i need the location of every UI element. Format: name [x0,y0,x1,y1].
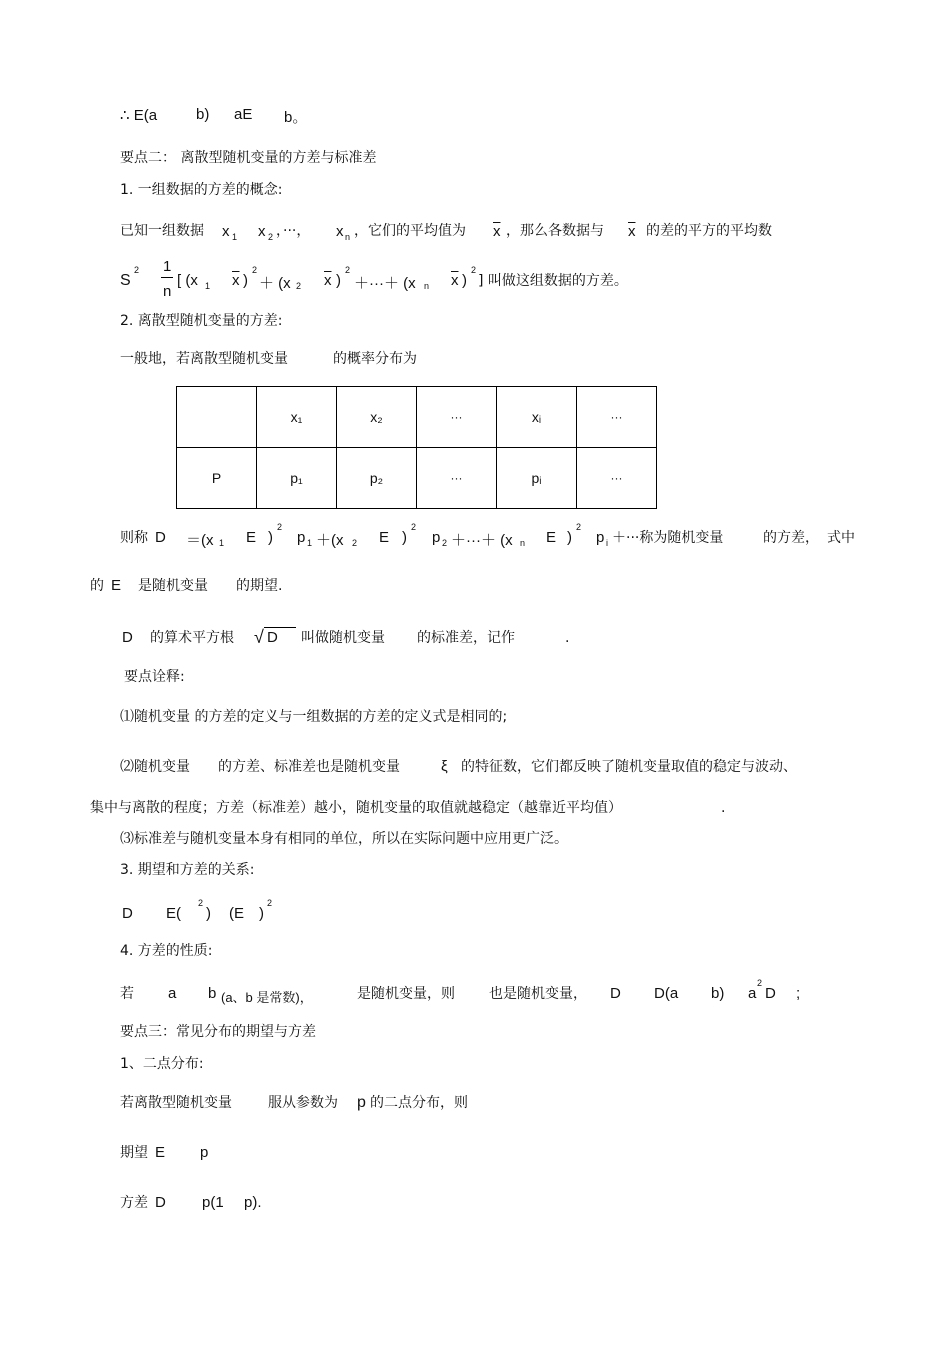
text: 的 [90,578,104,594]
mean-symbol: $\overline{x}$ [628,223,636,240]
text: ，那么各数据与 [506,223,604,239]
subscript: 1 [205,281,211,291]
table-cell: ··· [577,448,657,509]
var: D [155,1194,166,1211]
var: p [357,1094,366,1111]
var: p [596,529,605,546]
formula-part: ) [206,905,211,922]
table-cell: x₂ [337,387,417,448]
text: 已知一组数据 [120,223,204,239]
section-heading-key-point-2: 要点二： 离散型随机变量的方差与标准差 [120,150,377,166]
formula-part: ) [336,272,341,289]
table-cell: p₂ [337,448,417,509]
formula-part: E( [166,905,181,922]
text: 的二点分布，则 [370,1095,468,1111]
text: ，···， [276,223,311,239]
subscript: 1 [307,538,313,548]
formula-part: ) [268,529,273,546]
text: 服从参数为 [268,1095,338,1111]
superscript: 2 [411,522,417,532]
probability-distribution-table [176,386,657,509]
text: 的特征数，它们都反映了随机变量取值的稳定与波动、 [461,759,797,775]
text: 的方差， [763,530,819,546]
table-row [177,448,657,509]
text: 一般地，若离散型随机变量 [120,351,288,367]
text: 式中 [827,530,855,546]
mean-symbol: $\overline{x}$ [493,223,501,240]
table-cell: x₁ [257,387,337,448]
var: D [267,629,278,646]
subscript: 1 [232,232,238,242]
superscript: 2 [471,265,477,275]
subscript: 2 [442,538,448,548]
superscript: 2 [576,522,582,532]
table-cell: ··· [417,387,497,448]
table-cell [177,387,257,448]
fraction-denominator: n [163,283,172,300]
table-cell: xᵢ [497,387,577,448]
text: 则称 [120,530,148,546]
formula-part: ＋···＋ (x [354,275,416,292]
mean-symbol: $\overline{x}$ [451,272,459,289]
table-cell: ··· [577,387,657,448]
text: 的标准差，记作 [417,630,515,646]
text: ，它们的平均值为 [354,223,466,239]
var: ξ [441,758,448,775]
var: x [258,223,266,240]
formula-part: (E [229,905,244,922]
text: 的期望. [236,578,283,594]
formula-part: aE [234,106,253,123]
subheading-two-point: 1、二点分布: [120,1056,204,1072]
var: E [546,529,557,546]
subheading-variance-concept: 1. 一组数据的方差的概念: [120,182,283,198]
fraction-numerator: 1 [163,258,172,275]
text: 是随机变量，则 [357,986,455,1002]
section-heading-key-point-3: 要点三：常见分布的期望与方差 [120,1024,316,1040]
subheading-relation: 3. 期望和方差的关系: [120,862,255,878]
subscript: 2 [352,538,358,548]
subscript: 2 [268,232,274,242]
note-item-1: ⑴随机变量 的方差的定义与一组数据的方差的定义式是相同的; [120,709,508,725]
var: D [610,985,621,1002]
subscript: n [520,538,526,548]
var: b [208,985,217,1002]
superscript: 2 [345,265,351,275]
formula-part: ) [462,272,467,289]
table-cell: ··· [417,448,497,509]
text: 的概率分布为 [333,351,417,367]
formula-part: ; [796,985,801,1002]
note-heading: 要点诠释: [124,669,185,685]
text: 叫做随机变量 [301,630,385,646]
text: 也是随机变量， [489,986,587,1002]
text: 是随机变量 [138,578,208,594]
superscript: 2 [252,265,258,275]
formula-part: [ (x [177,272,198,289]
formula-part: b) [711,985,725,1002]
superscript: 2 [757,978,763,988]
formula-part: ＋···＋ (x [451,532,513,549]
subheading-properties: 4. 方差的性质: [120,943,213,959]
var: a [748,985,757,1002]
text: 的方差、标准差也是随机变量 [218,759,400,775]
note-item-3: ⑶标准差与随机变量本身有相同的单位，所以在实际问题中应用更广泛。 [120,831,568,847]
var: D [155,529,166,546]
formula-part: p(1 [202,1194,224,1211]
text: . [565,630,570,646]
text: 若 [120,986,134,1002]
var: x [222,223,230,240]
text: 集中与离散的程度；方差（标准差）越小，随机变量的取值就越稳定（越靠近平均值） [90,800,622,816]
formula-part: ) [259,905,264,922]
var: E [246,529,257,546]
var: p [297,529,306,546]
table-cell: pᵢ [497,448,577,509]
text: ＋···称为随机变量 [612,530,724,546]
subscript: n [424,281,430,291]
text: . [721,800,726,816]
sqrt-bar [264,627,296,628]
var: S [120,272,131,289]
var: a [168,985,177,1002]
var: D [122,629,133,646]
var: E [155,1144,166,1161]
text: ⑵随机变量 [120,759,190,775]
subheading-discrete-variance: 2. 离散型随机变量的方差: [120,313,283,329]
formula-part: ＋(x [316,532,344,549]
formula-part: ) [243,272,248,289]
table-cell: P [177,448,257,509]
subscript: i [606,538,608,548]
var: p [200,1144,209,1161]
var: p [432,529,441,546]
var: E [111,577,122,594]
subscript: 2 [296,281,302,291]
formula-part: ∴ E(a [120,107,158,124]
var: E [379,529,390,546]
fraction-bar [161,277,173,278]
var: D [122,905,133,922]
superscript: 2 [198,898,204,908]
var: x [336,223,344,240]
formula-part: D(a [654,985,679,1002]
text: 期望 [120,1145,148,1161]
formula-part: b。 [284,109,308,126]
text: 的算术平方根 [150,630,234,646]
subscript: n [345,232,351,242]
sqrt-icon: √ [254,627,264,647]
superscript: 2 [277,522,283,532]
formula-part: ) [567,529,572,546]
table-cell: p₁ [257,448,337,509]
formula-part: ＝(x [186,532,214,549]
subscript: 1 [219,538,225,548]
formula-part: ＋ (x [259,275,291,292]
formula-part: b) [196,106,210,123]
formula-part: ) [402,529,407,546]
mean-symbol: $\overline{x}$ [232,272,240,289]
formula-part: p). [244,1194,262,1211]
superscript: 2 [267,898,273,908]
text: 方差 [120,1195,148,1211]
var: D [765,985,776,1002]
text: ] 叫做这组数据的方差。 [478,273,628,289]
table-row [177,387,657,448]
text: (a、b 是常数)， [221,990,313,1005]
superscript: 2 [134,265,140,275]
text: 若离散型随机变量 [120,1095,232,1111]
mean-symbol: $\overline{x}$ [324,272,332,289]
text: 的差的平方的平均数 [646,223,772,239]
